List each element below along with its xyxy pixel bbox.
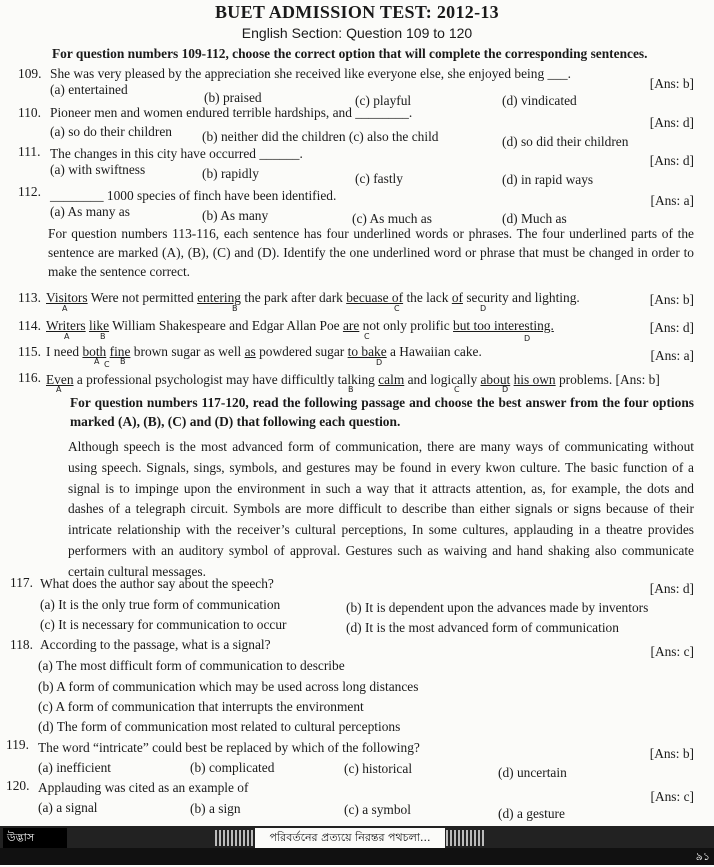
- footer-stripes-left: [215, 830, 255, 846]
- q113-label-d: D: [480, 304, 487, 313]
- q117-option-b: (b) It is dependent upon the advances made by inventors: [346, 600, 649, 615]
- reading-passage: Although speech is the most advanced form of communication, there are many ways of communicating without using speech. Signals, sings, symbols, and gestures may be found in every kwon culture. The basic function of a signal is to impinge upon the environment in such a way that it attracts attention, as, for example, the dots and dashes of a telegraph circuit. Symbols are more difficult to describe than either signals or signs because of their intricate relationship with the receiver’s cultural perceptions, In some cultures, applauding in a theatre provides performers with an auditory symbol of approval. Gestures such as waiving and hand shaking also communicate certain cultural messages.: [68, 439, 694, 579]
- q115-part-b: fine: [109, 344, 131, 359]
- q117-answer: [Ans: d]: [649, 581, 694, 596]
- q115-number: 115.: [18, 344, 41, 359]
- q116-label-a: A: [56, 385, 62, 394]
- q114-part-b: like: [88, 318, 110, 333]
- q116-number: 116.: [18, 370, 41, 385]
- q113-part-d: of: [451, 290, 463, 305]
- q110-option-a: (a) so do their children: [50, 124, 172, 139]
- page-number: ৯১: [695, 850, 710, 863]
- q113-label-c: C: [394, 304, 400, 313]
- q111-option-b: (b) rapidly: [202, 166, 259, 181]
- q110-option-d: (d) so did their children: [502, 134, 629, 149]
- q111-option-a: (a) with swiftness: [50, 162, 146, 177]
- q114-label-d: D: [524, 334, 531, 343]
- q119-answer: [Ans: b]: [649, 746, 694, 761]
- q117-option-d: (d) It is the most advanced form of communication: [346, 620, 619, 635]
- q111-option-d: (d) in rapid ways: [502, 172, 594, 187]
- q113-label-b: B: [232, 304, 238, 313]
- q112-option-c: (c) As much as: [352, 211, 432, 226]
- q114-label-c: C: [364, 332, 370, 341]
- footer-stripes-right: [446, 830, 486, 846]
- q116-sentence: Even a professional psychologist may have difficultly talking calm and logically about his own problems. [Ans: b]: [46, 372, 660, 387]
- q119-number: 119.: [6, 737, 29, 752]
- q109-option-b: (b) praised: [204, 90, 262, 105]
- page-title: BUET ADMISSION TEST: 2012-13: [215, 2, 499, 22]
- q115-sentence: I need both fine brown sugar as well as powdered sugar to bake a Hawaiian cake.: [46, 344, 482, 359]
- q112-number: 112.: [18, 184, 41, 199]
- q109-number: 109.: [18, 66, 42, 81]
- footer-band: [0, 848, 714, 865]
- q115-part-a: both: [82, 344, 107, 359]
- q116-part-c: about: [480, 372, 511, 387]
- q115-answer: [Ans: a]: [650, 348, 694, 363]
- q114-label-a: A: [64, 332, 70, 341]
- q120-option-d: (d) a gesture: [498, 806, 565, 821]
- q114-part-c: are: [342, 318, 360, 333]
- q116-part-d: his own: [513, 372, 556, 387]
- q118-option-b: (b) A form of communication which may be used across long distances: [38, 679, 419, 694]
- instruction-117-120: For question numbers 117-120, read the following passage and choose the best answer from the four options marked (A), (B), (C) and (D) that following each question.: [70, 395, 694, 429]
- q113-part-c: becuase of: [346, 290, 404, 305]
- q118-number: 118.: [10, 637, 33, 652]
- q118-option-a: (a) The most difficult form of communication to describe: [38, 658, 345, 673]
- q109-text: She was very pleased by the appreciation she received like everyone else, she enjoyed being ___.: [50, 66, 571, 81]
- q115-label-b: B: [120, 357, 126, 366]
- q115-label-a: A: [94, 357, 100, 366]
- q114-answer: [Ans: d]: [649, 320, 694, 335]
- q115-label-c-under: C: [104, 360, 110, 369]
- q113-number: 113.: [18, 290, 41, 305]
- q110-number: 110.: [18, 105, 41, 120]
- q116-part-a: Even: [46, 372, 74, 387]
- footer-brand: উদ্ভাস: [3, 828, 67, 848]
- q112-text: ________ 1000 species of finch have been identified.: [50, 188, 337, 203]
- q112-option-a: (a) As many as: [50, 204, 130, 219]
- q118-answer: [Ans: c]: [650, 644, 694, 659]
- q120-option-a: (a) a signal: [38, 800, 98, 815]
- instruction-113-116: For question numbers 113-116, each sentence has four underlined words or phrases. The four underlined parts of the sentence are marked (A), (B), (C) and (D). Identify the one underlined word or phrase that must be changed in order to make the sentence correct.: [48, 226, 694, 279]
- q120-number: 120.: [6, 778, 30, 793]
- q118-text: According to the passage, what is a signal?: [40, 637, 271, 652]
- q111-option-c: (c) fastly: [355, 171, 403, 186]
- q115-part-c: as: [244, 344, 256, 359]
- q114-sentence: Writers like William Shakespeare and Edgar Allan Poe are not only prolific but too interesting.: [46, 318, 554, 333]
- q113-label-a: A: [62, 304, 68, 313]
- q114-number: 114.: [18, 318, 41, 333]
- q116-part-b: calm: [378, 372, 405, 387]
- q113-part-b: entering: [197, 290, 241, 305]
- q110-answer: [Ans: d]: [649, 115, 694, 130]
- q111-text: The changes in this city have occurred ______.: [50, 146, 303, 161]
- q117-text: What does the author say about the speech?: [40, 576, 274, 591]
- q116-label-c: C: [454, 385, 460, 394]
- q113-part-a: Visitors: [46, 290, 88, 305]
- q112-option-d: (d) Much as: [502, 211, 567, 226]
- q113-sentence: Visitors Were not permitted entering the park after dark becuase of the lack of security and lighting.: [46, 290, 580, 305]
- q111-answer: [Ans: d]: [649, 153, 694, 168]
- q116-label-d: D: [502, 385, 509, 394]
- q109-option-c: (c) playful: [355, 93, 412, 108]
- q113-answer: [Ans: b]: [649, 292, 694, 307]
- q116-answer: [Ans: b]: [615, 372, 660, 387]
- q118-option-c: (c) A form of communication that interrupts the environment: [38, 699, 364, 714]
- q119-option-b: (b) complicated: [190, 760, 275, 775]
- q109-answer: [Ans: b]: [649, 76, 694, 91]
- q117-option-c: (c) It is necessary for communication to occur: [40, 617, 287, 632]
- q115-label-d: D: [376, 358, 383, 367]
- q120-answer: [Ans: c]: [650, 789, 694, 804]
- q116-label-b: B: [348, 385, 354, 394]
- q118-option-d: (d) The form of communication most related to cultural perceptions: [38, 719, 401, 734]
- q112-answer: [Ans: a]: [650, 193, 694, 208]
- q109-option-d: (d) vindicated: [502, 93, 577, 108]
- q112-option-b: (b) As many: [202, 208, 269, 223]
- q111-number: 111.: [18, 144, 41, 159]
- q115-part-d: to bake: [347, 344, 387, 359]
- q114-part-d: but too interesting.: [453, 318, 554, 333]
- section-subtitle: English Section: Question 109 to 120: [241, 25, 473, 41]
- instruction-109-112: For question numbers 109-112, choose the correct option that will complete the corresponding sentences.: [52, 46, 648, 61]
- q117-number: 117.: [10, 575, 33, 590]
- q120-option-c: (c) a symbol: [344, 802, 411, 817]
- q114-label-b: B: [100, 332, 106, 341]
- q114-part-a: Writers: [46, 318, 86, 333]
- q119-option-a: (a) inefficient: [38, 760, 111, 775]
- q120-text: Applauding was cited as an example of: [38, 780, 249, 795]
- q120-option-b: (b) a sign: [190, 801, 241, 816]
- q119-text: The word “intricate” could best be replaced by which of the following?: [38, 740, 420, 755]
- q110-option-bc: (b) neither did the children (c) also the child: [202, 129, 439, 144]
- q117-option-a: (a) It is the only true form of communication: [40, 597, 281, 612]
- q119-option-c: (c) historical: [344, 761, 413, 776]
- q109-option-a: (a) entertained: [50, 82, 128, 97]
- q110-text: Pioneer men and women endured terrible hardships, and ________.: [50, 105, 413, 120]
- q119-option-d: (d) uncertain: [498, 765, 567, 780]
- footer-tagline: পরিবর্তনের প্রত্যয়ে নিরন্তর পথচলা...: [255, 828, 445, 848]
